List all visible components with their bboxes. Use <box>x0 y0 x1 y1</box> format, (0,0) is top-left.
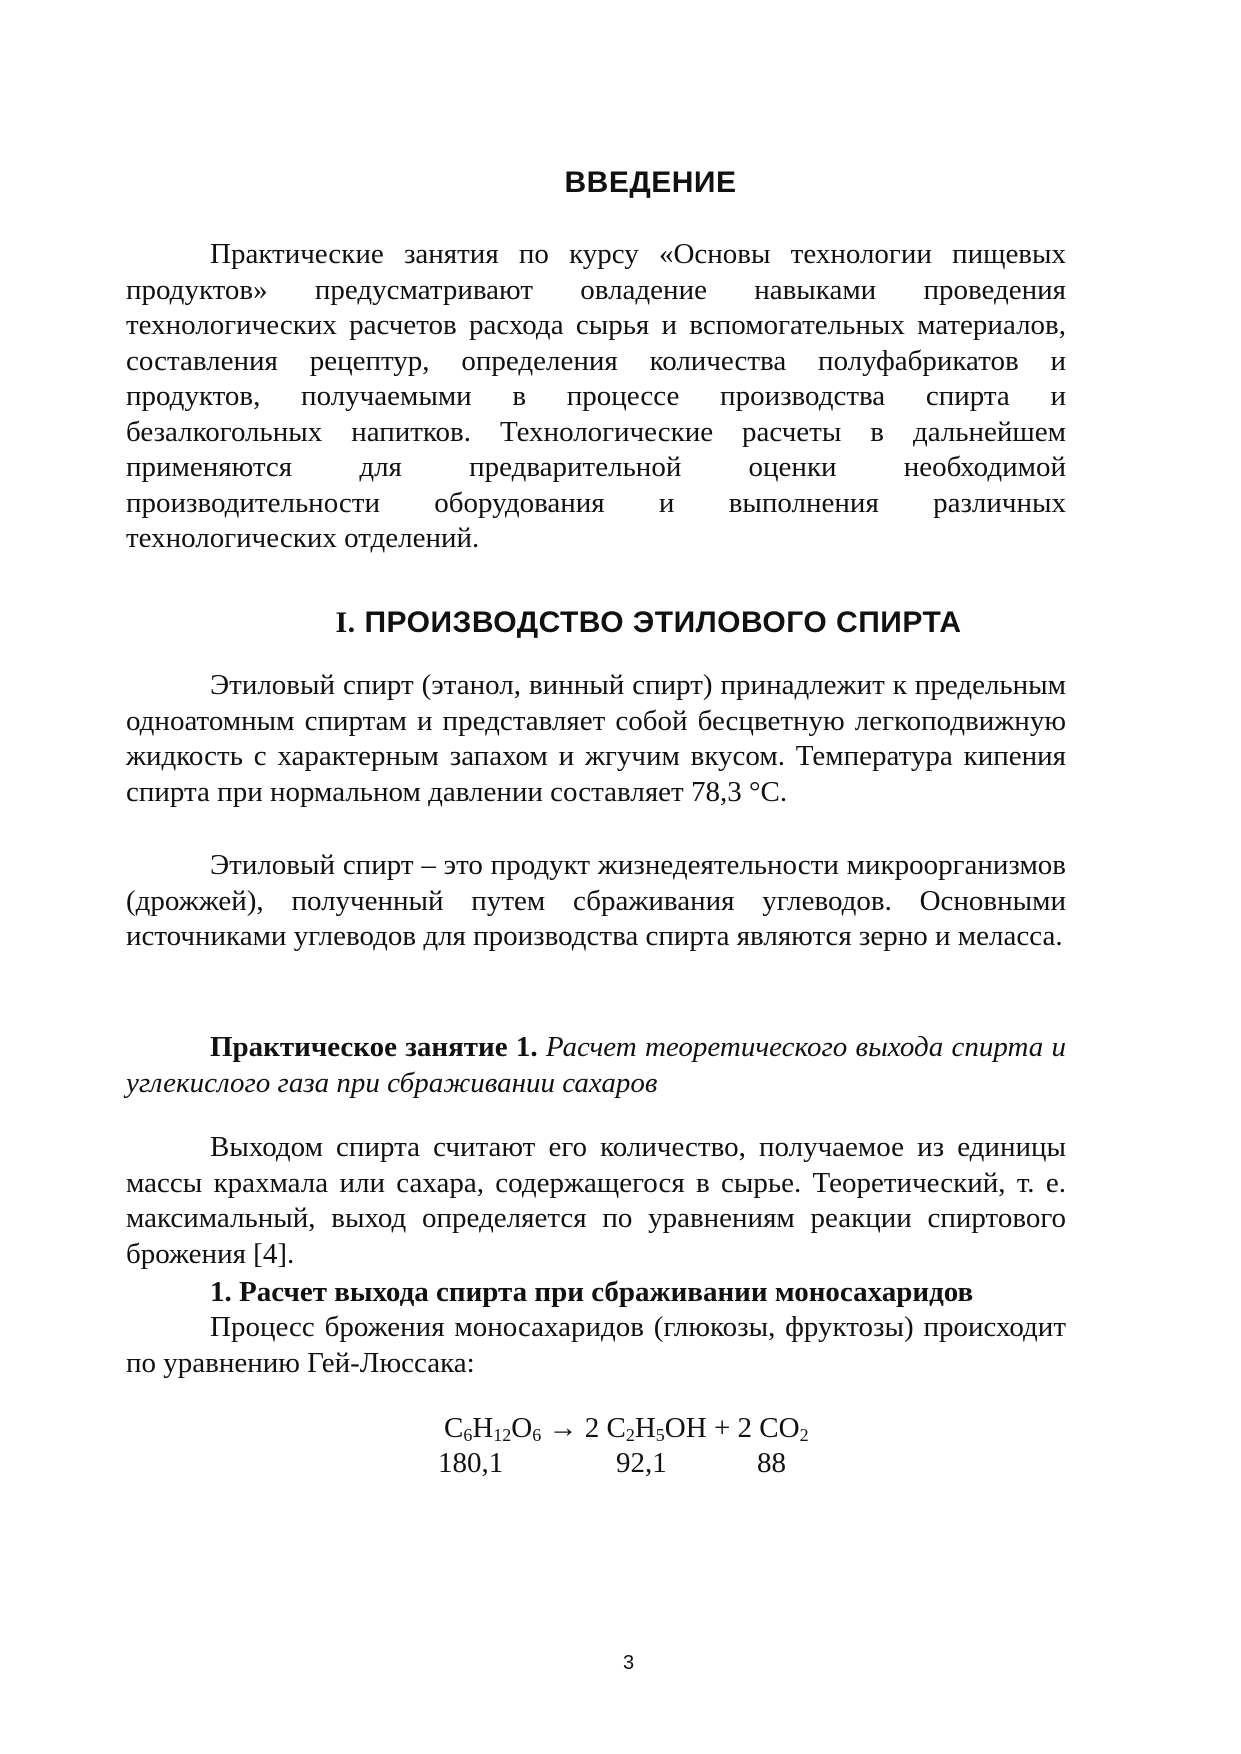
practice-title <box>126 1030 1066 1101</box>
ethanol-formula: $C_2H_5OH$ <box>606 1412 707 1445</box>
co2-coefficient: 2 <box>737 1412 753 1444</box>
intro-heading: ВВЕДЕНИЕ <box>564 166 737 199</box>
section-heading <box>28 606 1241 640</box>
ethanol-coefficient: 2 <box>584 1412 600 1444</box>
section-number: I. <box>335 606 356 639</box>
intro-paragraph: Практические занятия по курсу «Основы технологии пищевых продуктов» предусматривают овладение навыками проведения технологических расчетов расхода сырья и вспомогательных материалов, составления рецептур, определения количества полуфабрикатов и продуктов, получаемыми в процессе производства спирта и безалкогольных напитков. Технологические расчеты в дальнейшем применяются для предварительной оценки необходимой производительности оборудования и выполнения различных технологических отделений. <box>126 238 1066 554</box>
glucose-mass: 180,1 <box>438 1447 504 1479</box>
section-paragraph-1: Этиловый спирт (этанол, винный спирт) принадлежит к предельным одноатомным спиртам и представляет собой бесцветную легкоподвижную жидкость с характерным запахом и жгучим вкусом. Температура кипения спирта при нормальном давлении составляет 78,3 °С. <box>126 669 1066 808</box>
reaction-equation <box>444 1411 809 1445</box>
practice-paragraph-2: Процесс брожения моносахаридов (глюкозы, фруктозы) происходит по уравнению Гей-Люссака: <box>126 1311 1066 1379</box>
practice-label: Практическое занятие 1. <box>210 1031 538 1063</box>
practice-paragraph-1: Выходом спирта считают его количество, получаемое из единицы массы крахмала или сахара, содержащегося в сырье. Теоретический, т. е. максимальный, выход определяется по уравнениям реакции спиртового брожения [4]. <box>126 1131 1066 1270</box>
practice-subheading: 1. Расчет выхода спирта при сбраживании моносахаридов <box>210 1276 974 1308</box>
section-title: ПРОИЗВОДСТВО ЭТИЛОВОГО СПИРТА <box>364 606 962 639</box>
ethanol-mass: 92,1 <box>616 1447 667 1479</box>
section-paragraph-2: Этиловый спирт – это продукт жизнедеятельности микроорганизмов (дрожжей), полученный путем сбраживания углеводов. Основными источниками углеводов для производства спирта являются зерно и меласса. <box>126 849 1066 952</box>
co2-formula: $CO_2$ <box>759 1412 809 1445</box>
co2-mass: 88 <box>757 1447 786 1479</box>
arrow-symbol: → <box>548 1412 578 1444</box>
glucose-formula: $C_6H_{12}O_6$ <box>444 1412 542 1445</box>
practice-topic: Расчет теоретического выхода спирта и углекислого газа при сбраживании сахаров <box>126 1031 1066 1099</box>
page-number: 3 <box>622 1652 635 1674</box>
plus-symbol: + <box>713 1412 731 1444</box>
